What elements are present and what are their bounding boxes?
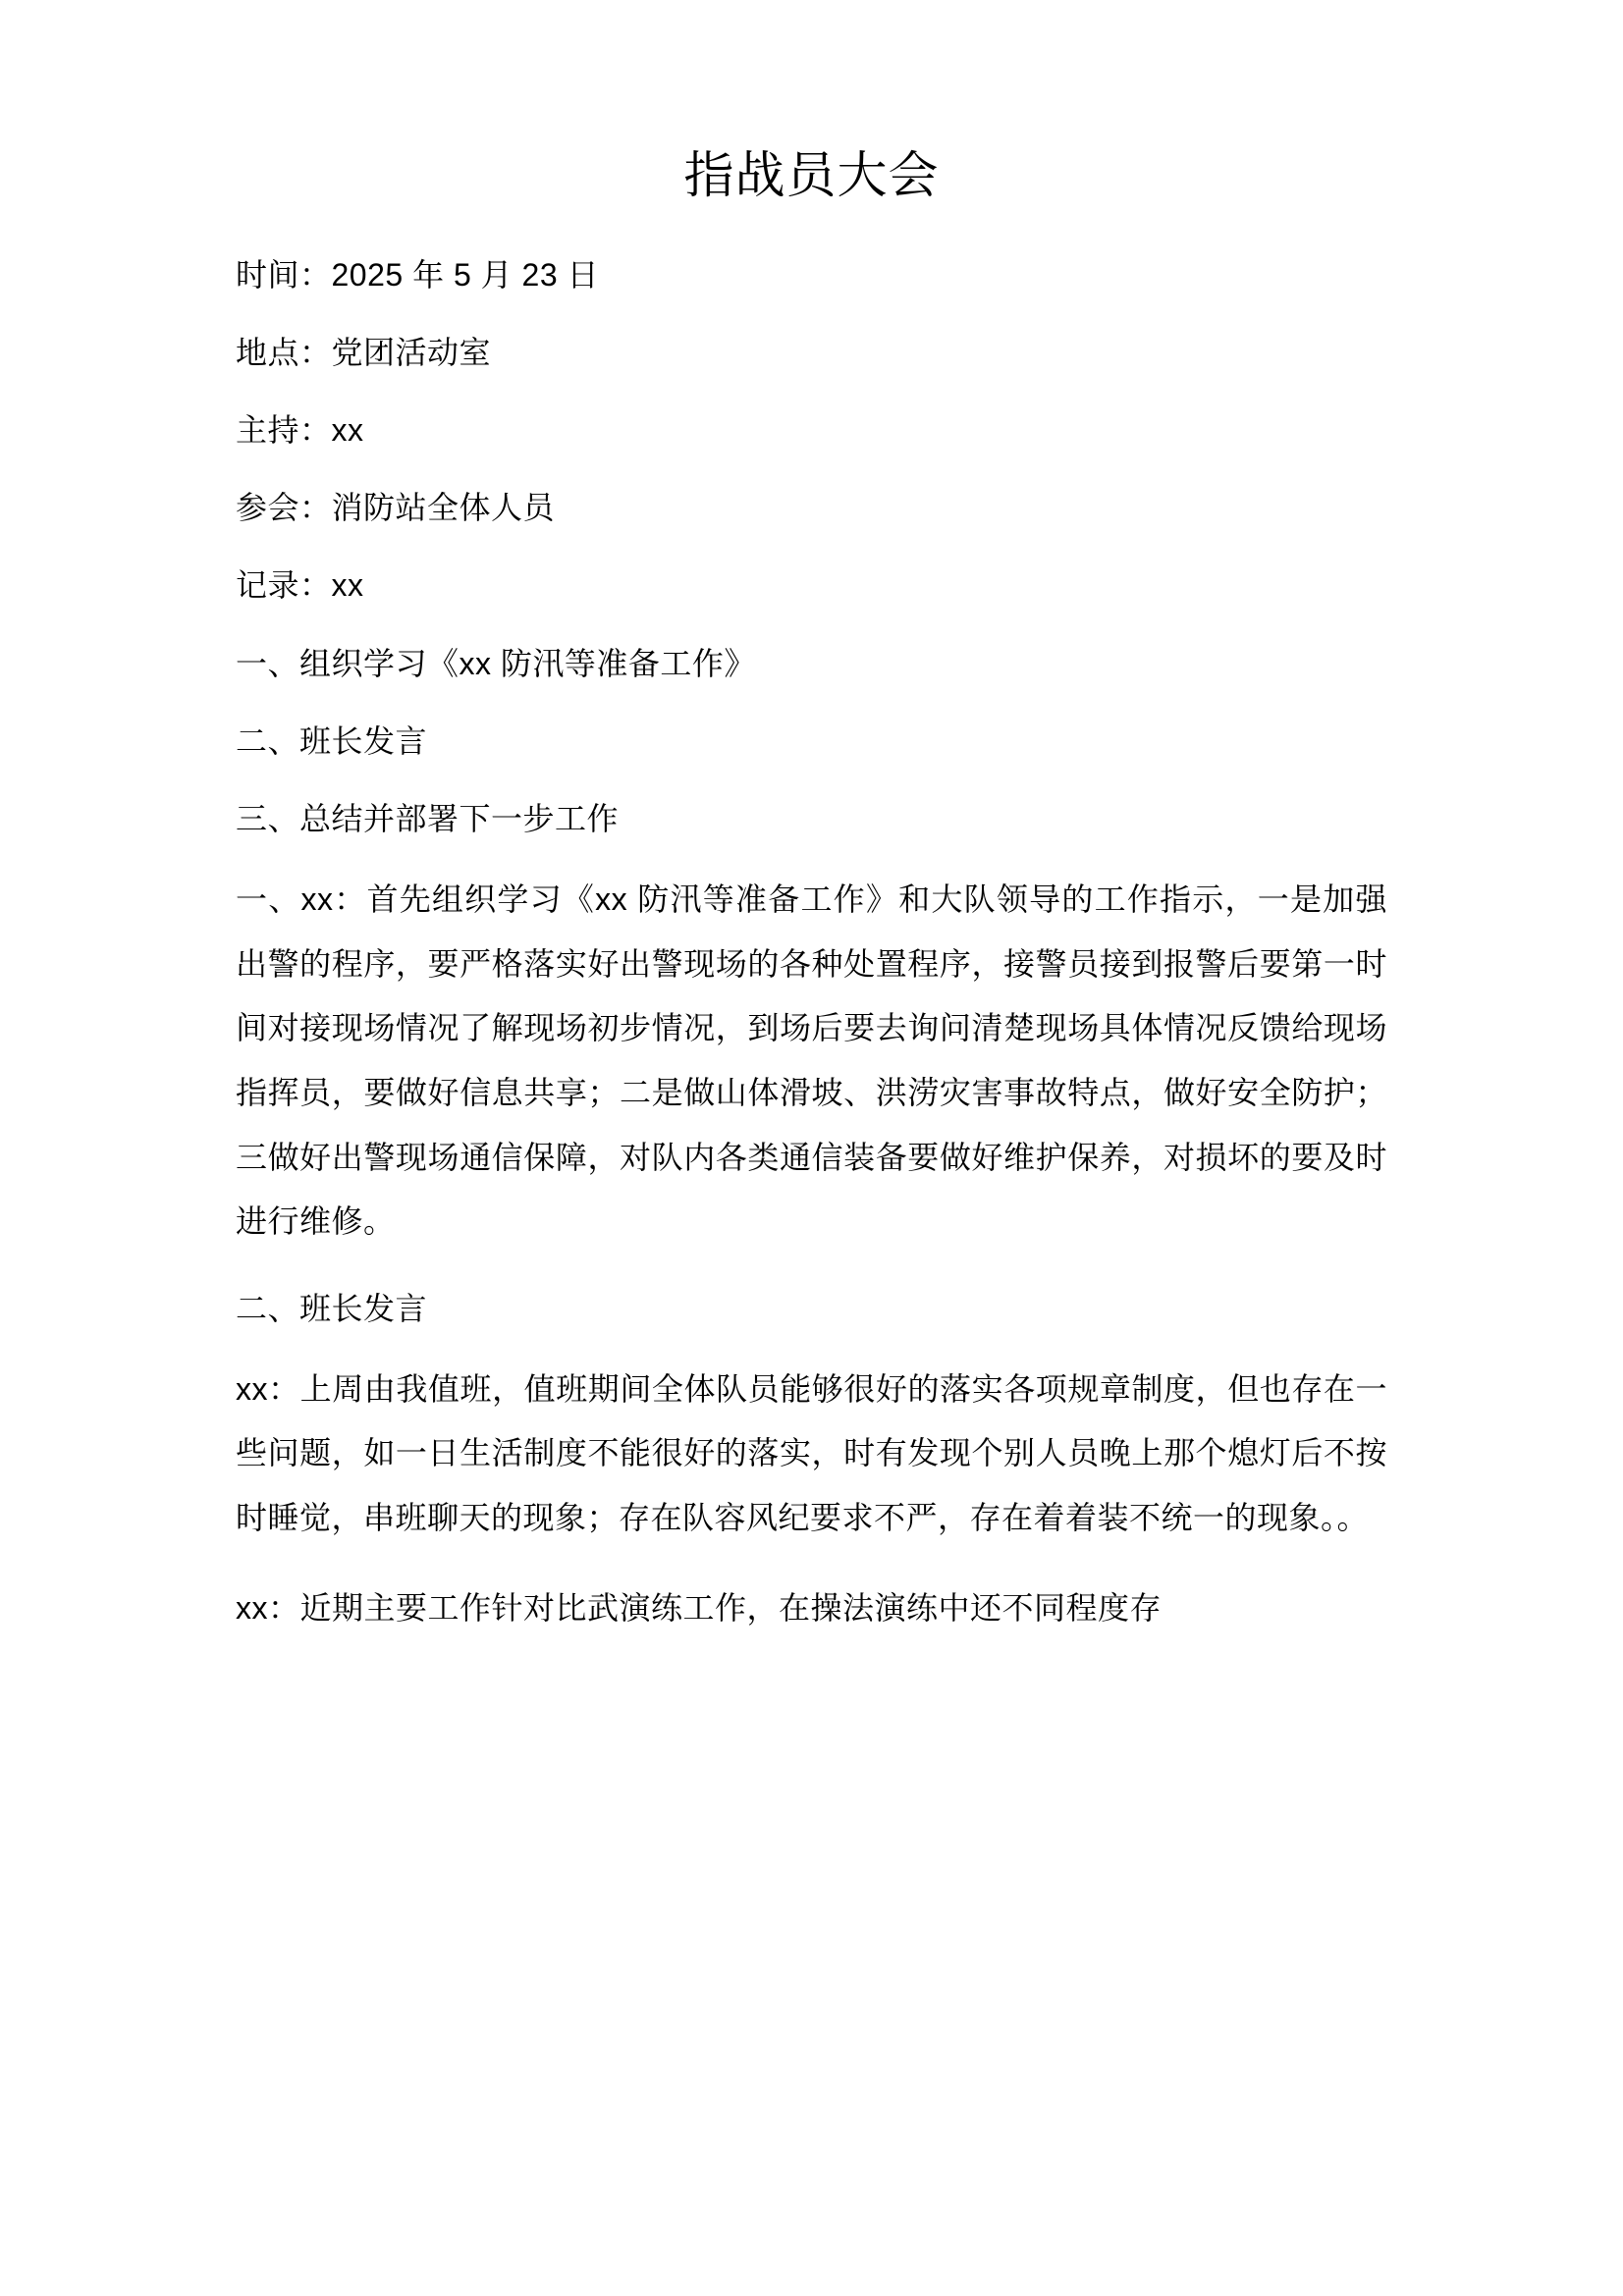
meta-time: 时间：2025 年 5 月 23 日: [236, 256, 600, 293]
meta-recorder: 记录：xx: [236, 567, 364, 604]
meta-attendees: 参会：消防站全体人员: [236, 490, 556, 526]
meta-host: 主持：xx: [236, 412, 364, 449]
agenda-item-1: 一、组织学习《xx 防汛等准备工作》: [236, 645, 756, 681]
body-paragraph-3: xx：近期主要工作针对比武演练工作，在操法演练中还不同程度存: [236, 1589, 1163, 1626]
page-title: 指战员大会: [683, 147, 940, 203]
body-paragraph-2: xx：上周由我值班，值班期间全体队员能够很好的落实各项规章制度，但也存在一些问题，如一日生活制度不能很好的落实，时有发现个别人员晚上那个熄灯后不按时睡觉，串班聊天的现象；存在队容风纪要求不严，存在着着装不统一的现象。。: [236, 1370, 1387, 1536]
agenda-item-2: 二、班长发言: [236, 722, 428, 759]
body-paragraph-1: 一、xx：首先组织学习《xx 防汛等准备工作》和大队领导的工作指示，一是加强出警的程序，要严格落实好出警现场的各种处置程序，接警员接到报警后要第一时间对接现场情况了解现场初步情况，到场后要去询问清楚现场具体情况反馈给现场指挥员，要做好信息共享；二是做山体滑坡、洪涝灾害事故特点，做好安全防护；三做好出警现场通信保障，对队内各类通信装备要做好维护保养，对损坏的要及时进行维修。: [236, 881, 1387, 1240]
body-heading-2: 二、班长发言: [236, 1290, 428, 1326]
agenda-item-3: 三、总结并部署下一步工作: [236, 800, 620, 836]
meta-location: 地点：党团活动室: [236, 334, 492, 370]
